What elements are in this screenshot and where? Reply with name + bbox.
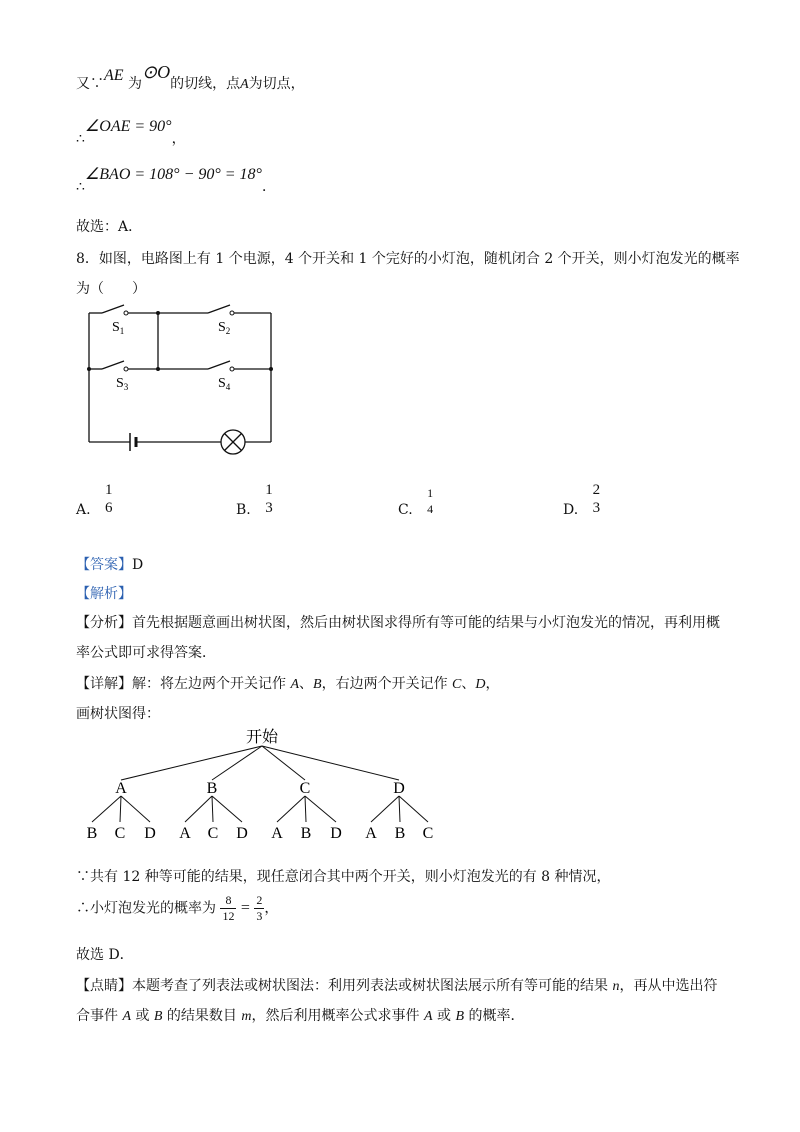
therefore-symbol: ∴ bbox=[76, 131, 85, 147]
angle-oae-equation: ∠OAE = 90° bbox=[84, 118, 172, 135]
tree-leaf: A bbox=[179, 825, 191, 842]
point-a: A bbox=[240, 77, 249, 92]
var-a: A bbox=[122, 1009, 132, 1024]
question-text-line1: 8．如图，电路图上有 1 个电源，4 个开关和 1 个完好的小灯泡，随机闭合 2 个开关，则小灯泡发光的概率 bbox=[76, 251, 740, 267]
answer-tag: 【答案】 bbox=[76, 557, 132, 573]
tree-leaf: D bbox=[144, 825, 156, 842]
option-label: D. bbox=[563, 501, 579, 518]
because-prefix: 又∵ bbox=[76, 76, 104, 92]
tree-leaf: B bbox=[394, 825, 406, 842]
option-a[interactable] bbox=[76, 482, 115, 517]
numerator: 1 bbox=[427, 486, 434, 500]
option-label: A. bbox=[76, 501, 91, 518]
segment-ae: AE bbox=[104, 67, 124, 84]
option-fraction bbox=[103, 482, 115, 517]
line-tangent bbox=[76, 62, 305, 93]
option-label: B. bbox=[236, 501, 251, 518]
comma: ， bbox=[264, 900, 279, 917]
tangent-text: 的切线，点 bbox=[170, 76, 241, 92]
tree-node: C bbox=[299, 780, 311, 797]
denominator: 3 bbox=[592, 500, 601, 516]
choose-a: 故选：A． bbox=[76, 219, 143, 235]
switch-s1-blade bbox=[102, 305, 124, 313]
fenxi-line1 bbox=[76, 612, 720, 632]
tree-node: D bbox=[393, 780, 405, 797]
switch-s4-blade bbox=[208, 361, 230, 369]
switch-s3-blade bbox=[102, 361, 124, 369]
separator: 、 bbox=[461, 676, 476, 692]
answer-value: D bbox=[132, 557, 144, 573]
circuit-diagram bbox=[80, 300, 290, 458]
dianjing-tag: 【点睛】 bbox=[76, 978, 132, 994]
because-line: ∵共有 12 种等可能的结果，现任意闭合其中两个开关，则小灯泡发光的有 8 种情况， bbox=[76, 869, 611, 885]
tree-root: 开始 bbox=[245, 727, 279, 746]
xiangjie-tag: 【详解】 bbox=[76, 676, 132, 692]
probability-text: ∴小灯泡发光的概率为 bbox=[76, 900, 216, 917]
angle-bao-equation: ∠BAO = 108° − 90° = 18° bbox=[84, 166, 262, 183]
option-c[interactable] bbox=[398, 486, 435, 517]
tree-leaf: A bbox=[365, 825, 377, 842]
tree-node: A bbox=[115, 780, 127, 797]
label-s4: $S_4$ bbox=[218, 376, 231, 392]
fraction-8-12 bbox=[220, 893, 236, 924]
option-fraction bbox=[263, 482, 275, 517]
dianjing-text: 或 bbox=[131, 1008, 154, 1024]
separator: 、 bbox=[299, 676, 314, 692]
var-b: B bbox=[313, 677, 322, 692]
choose-d: 故选 D． bbox=[76, 947, 134, 963]
probability-line bbox=[76, 893, 278, 924]
tree-diagram bbox=[70, 724, 470, 844]
dianjing-line2 bbox=[76, 1005, 524, 1025]
label-s3: $S_3$ bbox=[116, 376, 129, 392]
xiangjie-text: 解：将左边两个开关记作 bbox=[132, 676, 291, 692]
option-label: C. bbox=[398, 501, 413, 518]
dianjing-text: 合事件 bbox=[76, 1008, 123, 1024]
answer-line bbox=[76, 554, 143, 574]
tree-leaf: B bbox=[86, 825, 98, 842]
circle-o: ⊙O bbox=[142, 62, 171, 82]
dianjing-text: 的结果数目 bbox=[162, 1008, 242, 1024]
tree-node: B bbox=[206, 780, 218, 797]
dianjing-text: 的概率． bbox=[464, 1008, 525, 1024]
var-a: A bbox=[290, 677, 300, 692]
numerator: 1 bbox=[265, 482, 273, 498]
xiangjie-line bbox=[76, 673, 500, 693]
tree-intro: 画树状图得： bbox=[76, 706, 160, 722]
numerator: 1 bbox=[105, 482, 113, 498]
numerator: 8 bbox=[225, 893, 232, 907]
line-angle-bao bbox=[76, 164, 276, 195]
tree-leaf: C bbox=[422, 825, 434, 842]
tree-leaf: D bbox=[236, 825, 248, 842]
var-a: A bbox=[423, 1009, 433, 1024]
tree-leaf: A bbox=[271, 825, 283, 842]
question-text-line2: 为（ ） bbox=[76, 281, 146, 297]
numerator: 2 bbox=[592, 482, 601, 498]
denominator: 3 bbox=[256, 909, 263, 923]
option-fraction bbox=[591, 482, 603, 517]
fenxi-line2: 率公式即可求得答案． bbox=[76, 645, 216, 661]
tangent-point-text: 为切点， bbox=[248, 76, 305, 92]
var-m: m bbox=[241, 1009, 252, 1024]
equals-sign: = bbox=[240, 899, 250, 917]
comma: ， bbox=[485, 676, 500, 692]
tree-leaf: D bbox=[330, 825, 342, 842]
var-n: n bbox=[612, 979, 620, 994]
fenxi-text1: 首先根据题意画出树状图，然后由树状图求得所有等可能的结果与小灯泡发光的情况，再利用概 bbox=[132, 615, 720, 631]
var-b: B bbox=[153, 1009, 163, 1024]
dianjing-text: ，再从中选出符 bbox=[619, 978, 718, 994]
tree-leaf: C bbox=[207, 825, 219, 842]
period: ． bbox=[261, 179, 276, 195]
switch-s2-blade bbox=[208, 305, 230, 313]
numerator: 2 bbox=[256, 893, 263, 907]
analysis-tag: 【解析】 bbox=[76, 586, 132, 602]
denominator: 4 bbox=[427, 502, 434, 516]
denominator: 6 bbox=[105, 500, 113, 516]
dianjing-text: 或 bbox=[432, 1008, 456, 1024]
var-d: D bbox=[475, 677, 486, 692]
tree-leaf: C bbox=[114, 825, 126, 842]
label-s1: $S_1$ bbox=[112, 320, 125, 336]
xiangjie-text: ，右边两个开关记作 bbox=[321, 676, 453, 692]
line-angle-oae bbox=[76, 116, 186, 147]
dianjing-line1 bbox=[76, 975, 717, 995]
denominator: 3 bbox=[265, 500, 273, 516]
dianjing-text: 本题考查了列表法或树状图法：利用列表法或树状图法展示所有等可能的结果 bbox=[132, 978, 613, 994]
option-b[interactable] bbox=[236, 482, 275, 517]
var-b: B bbox=[455, 1009, 464, 1024]
dianjing-text: ，然后利用概率公式求事件 bbox=[251, 1008, 424, 1024]
denominator: 12 bbox=[222, 909, 235, 923]
therefore-symbol: ∴ bbox=[76, 179, 85, 195]
tree-leaf: B bbox=[300, 825, 312, 842]
option-fraction bbox=[425, 486, 435, 517]
fenxi-tag: 【分析】 bbox=[76, 615, 132, 631]
label-s2: $S_2$ bbox=[218, 320, 231, 336]
comma: ， bbox=[171, 131, 186, 147]
fraction-2-3 bbox=[254, 893, 264, 924]
wei-text: 为 bbox=[128, 76, 142, 92]
option-d[interactable] bbox=[563, 482, 602, 517]
var-c: C bbox=[452, 677, 462, 692]
